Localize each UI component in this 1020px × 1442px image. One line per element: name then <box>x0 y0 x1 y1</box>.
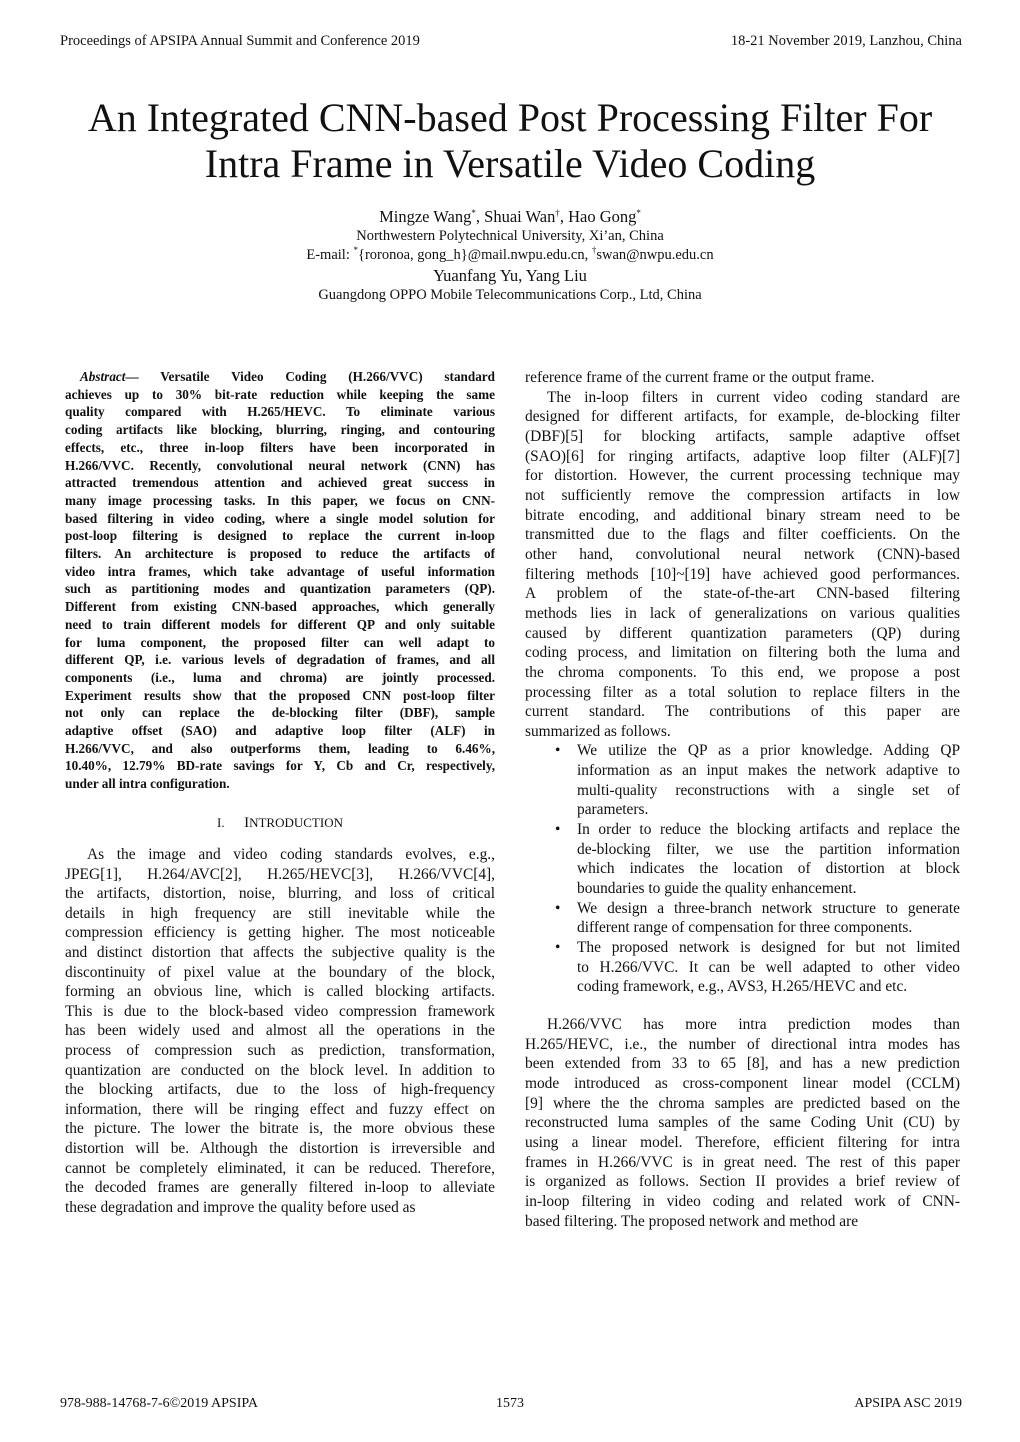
author-names: Mingze Wang*, Shuai Wan†, Hao Gong* <box>379 207 641 226</box>
text-line: A problem of the state-of-the-art CNN-based filtering <box>525 585 960 603</box>
running-header-right: 18-21 November 2019, Lanzhou, China <box>730 33 962 49</box>
text-line: is organized as follows. Section II provides a brief review of <box>525 1173 960 1191</box>
abstract-first-line <box>65 368 495 386</box>
text-line: As the image and video coding standards evolves, e.g., <box>87 846 495 863</box>
text-line: (DBF)[5] for blocking artifacts, sample adaptive offset <box>525 427 960 445</box>
text-line: information as an input makes the network adaptive to <box>577 762 960 780</box>
text-line: video intra frames, which take advantage of useful information <box>65 563 495 579</box>
text-line: has been widely used and almost all the operations in the <box>65 1022 495 1040</box>
text-line: cannot be completely eliminated, it can be reduced. Therefore, <box>65 1159 495 1177</box>
paragraph <box>525 388 960 742</box>
introduction-text <box>65 845 495 1217</box>
text-line: boundaries to guide the quality enhancement. <box>577 880 857 898</box>
text-line: compression efficiency is getting higher. The most noticeable <box>65 924 495 942</box>
text-line: not sufficiently remove the compression artifacts in low <box>525 486 960 504</box>
text-line: The in-loop filters in current video coding standard are <box>547 388 960 406</box>
text-line: these degradation and improve the quality before used as <box>65 1198 416 1216</box>
text-line: for distortion. However, the current processing technique may <box>525 467 960 485</box>
section-title-initial: I <box>244 815 250 831</box>
bullet-icon: • <box>555 821 561 839</box>
text-line: components (i.e., luma and chroma) are jointly processed. <box>65 669 495 685</box>
text-line: quantization are conducted on the block level. In addition to <box>65 1061 495 1079</box>
text-line: JPEG[1], H.264/AVC[2], H.265/HEVC[3], H.266/VVC[4], <box>65 865 495 883</box>
text-line: and distinct distortion that affects the subjective quality is the <box>65 943 495 961</box>
text-line: de-blocking filter, we use the partition information <box>577 840 960 858</box>
text-line: processing filter as a total solution to replace filters in the <box>525 683 960 701</box>
section-title-rest: NTRODUCTION <box>249 815 343 830</box>
text-line: We utilize the QP as a prior knowledge. Adding QP <box>577 742 960 760</box>
bullet-icon: • <box>555 939 561 957</box>
abstract-label: Abstract <box>80 369 126 384</box>
bullet-item <box>525 741 960 820</box>
text-line: need to train different models for different QP and only suitable <box>65 616 495 632</box>
right-column <box>525 368 960 1231</box>
text-line: different QP, i.e. various levels of degradation of frames, and all <box>65 652 495 668</box>
text-line: caused by different quantization parameters (QP) during <box>525 624 960 642</box>
text-line: the artifacts, distortion, noise, blurring, and loss of critical <box>65 885 495 903</box>
text-line: information, there will be ringing effect and fuzzy effect on <box>65 1100 495 1118</box>
text-line: based filtering in video coding, where a single model solution for <box>65 510 495 526</box>
text-line: distortion will be. Although the distortion is irreversible and <box>65 1139 495 1157</box>
text-line: coding framework, e.g., AVS3, H.265/HEVC and etc. <box>577 978 908 996</box>
text-line: Different from existing CNN-based approaches, which generally <box>65 599 495 615</box>
text-line: H.266/VVC. Recently, convolutional neural network (CNN) has <box>65 457 495 473</box>
text-line: H.265/HEVC, i.e., the number of directional intra modes has <box>525 1035 960 1053</box>
abstract <box>65 368 495 793</box>
page-number: 1573 <box>496 1396 524 1411</box>
paragraph <box>525 1015 960 1231</box>
text-line: adaptive offset (SAO) and adaptive loop filter (ALF) in <box>65 723 495 739</box>
text-line: the picture. The lower the bitrate is, the more obvious these <box>65 1120 495 1138</box>
bullet-item <box>525 899 960 938</box>
footer-isbn: 978-988-14768-7-6©2019 APSIPA <box>60 1396 258 1411</box>
title-line: An Integrated CNN-based Post Processing Filter For <box>87 95 933 140</box>
text-line: H.266/VVC has more intra prediction modes than <box>547 1016 960 1033</box>
email: swan@nwpu.edu.cn <box>596 247 714 263</box>
text-line: such as partitioning modes and quantization parameters (QP). <box>65 581 495 597</box>
author-block <box>0 206 1020 305</box>
text-line: attracted tremendous attention and achieved great success in <box>65 475 495 491</box>
affil-mark: * <box>471 208 476 218</box>
text-line: process of compression such as prediction, transformation, <box>65 1041 495 1059</box>
bullet-item <box>525 820 960 899</box>
email-line <box>0 246 1020 265</box>
text-line: in-loop filtering in video coding and related work of CNN- <box>525 1192 960 1210</box>
bullet-list <box>525 741 960 997</box>
text-line: reference frame of the current frame or the output frame. <box>525 369 875 386</box>
text-line: for luma component, the proposed filter can well adapt to <box>65 634 495 650</box>
text-line: other hand, convolutional neural network (CNN)-based <box>525 545 960 563</box>
text-line: based filtering. The proposed network and method are <box>525 1212 859 1230</box>
bullet-icon: • <box>555 899 561 917</box>
text-line: to H.266/VVC. It can be well adapted to other video <box>577 958 960 976</box>
text-line: different range of compensation for three components. <box>577 919 913 937</box>
text-line: forming an obvious line, which is called blocking artifacts. <box>65 983 495 1001</box>
text-line: [9] where the the chroma samples are predicted based on the <box>525 1094 960 1112</box>
affil-mark: † <box>591 245 597 255</box>
affiliation: Northwestern Polytechnical University, Xi’an, China <box>356 228 664 244</box>
text-line: many image processing tasks. In this paper, we focus on CNN- <box>65 492 495 508</box>
text-line: In order to reduce the blocking artifacts and replace the <box>577 821 960 839</box>
text-line: coding artifacts like blocking, blurring, ringing, and contouring <box>65 422 495 438</box>
text-line: bitrate encoding, and additional binary stream need to be <box>525 506 960 524</box>
text-line: current standard. The contributions of this paper are <box>525 703 960 721</box>
text-line: We design a three-branch network structure to generate <box>577 899 960 917</box>
text-line: effects, etc., three in-loop filters have been incorporated in <box>65 439 495 455</box>
affil-mark: * <box>353 245 358 255</box>
text-line: 10.40%, 12.79% BD-rate savings for Y, Cb and Cr, respectively, <box>65 758 495 774</box>
title-line: Intra Frame in Versatile Video Coding <box>204 141 816 186</box>
text-line: the chroma components. To this end, we propose a post <box>525 663 960 681</box>
author: Hao Gong <box>568 207 637 226</box>
author: Mingze Wang <box>379 207 472 226</box>
text-line: mode introduced as cross-component linear model (CCLM) <box>525 1074 960 1092</box>
text-line: transmitted due to the flags and filter coefficients. On the <box>525 526 960 544</box>
text-line: using a linear model. Therefore, efficient filtering for intra <box>525 1133 960 1151</box>
text-line: multi-quality reconstructions with a single set of <box>577 781 960 799</box>
email: {roronoa, gong_h}@mail.nwpu.edu.cn, <box>358 247 592 263</box>
author-names-2: Yuanfang Yu, Yang Liu <box>433 266 587 285</box>
affiliation-2: Guangdong OPPO Mobile Telecommunications Corp., Ltd, China <box>318 287 702 303</box>
email-label: E-mail: <box>306 247 354 263</box>
text-line: the blocking artifacts, due to the loss of high-frequency <box>65 1081 495 1099</box>
text-line: summarized as follows. <box>525 722 671 740</box>
text-line: methods lies in lack of generalizations on various qualities <box>525 604 960 622</box>
text-line: coding process, and limitation on filtering both the luma and <box>525 644 960 662</box>
text-line: not only can replace the de-blocking filter (DBF), sample <box>65 705 495 721</box>
text-line: under all intra configuration. <box>65 776 230 792</box>
text-line: (SAO)[6] for ringing artifacts, adaptive loop filter (ALF)[7] <box>525 447 960 465</box>
affil-mark: † <box>555 208 560 218</box>
text-line: been extended from 33 to 65 [8], and has a new prediction <box>525 1055 960 1073</box>
text-line: discontinuity of pixel value at the boundary of the block, <box>65 963 495 981</box>
text-line: Experiment results show that the proposed CNN post-loop filter <box>65 687 495 703</box>
footer-right: APSIPA ASC 2019 <box>854 1396 962 1411</box>
section-number: I. <box>217 815 225 830</box>
text-line: — Versatile Video Coding (H.266/VVC) standard <box>125 369 495 384</box>
text-line: filters. An architecture is proposed to reduce the artifacts of <box>65 546 495 562</box>
text-line: quality compared with H.265/HEVC. To eliminate various <box>65 404 495 420</box>
paper-title <box>0 95 1020 187</box>
text-line: This is due to the block-based video compression framework <box>65 1002 495 1020</box>
text-line: post-loop filtering is designed to replace the current in-loop <box>65 528 495 544</box>
text-line: the decoded frames are generally filtered in-loop to alleviate <box>65 1179 495 1197</box>
text-line: parameters. <box>577 801 649 819</box>
text-line: which indicates the location of distortion at block <box>577 860 960 878</box>
author: Shuai Wan <box>484 207 556 226</box>
text-line: frames in H.266/VVC is in great need. The rest of this paper <box>525 1153 960 1171</box>
text-line: details in high frequency are still inevitable while the <box>65 904 495 922</box>
bullet-item <box>525 938 960 997</box>
text-line: The proposed network is designed for but not limited <box>577 939 960 957</box>
bullet-icon: • <box>555 742 561 760</box>
text-line: designed for different artifacts, for example, de-blocking filter <box>525 408 960 426</box>
running-header-left: Proceedings of APSIPA Annual Summit and Conference 2019 <box>60 33 420 49</box>
text-line: reconstructed luma samples of the same Coding Unit (CU) by <box>525 1114 960 1132</box>
affil-mark: * <box>636 208 641 218</box>
text-line: H.266/VVC, and also outperforms them, leading to 6.46%, <box>65 740 495 756</box>
section-heading-introduction <box>65 815 495 832</box>
text-line: filtering methods [10]~[19] have achieved good performances. <box>525 565 960 583</box>
text-line: achieves up to 30% bit-rate reduction while keeping the same <box>65 386 495 402</box>
